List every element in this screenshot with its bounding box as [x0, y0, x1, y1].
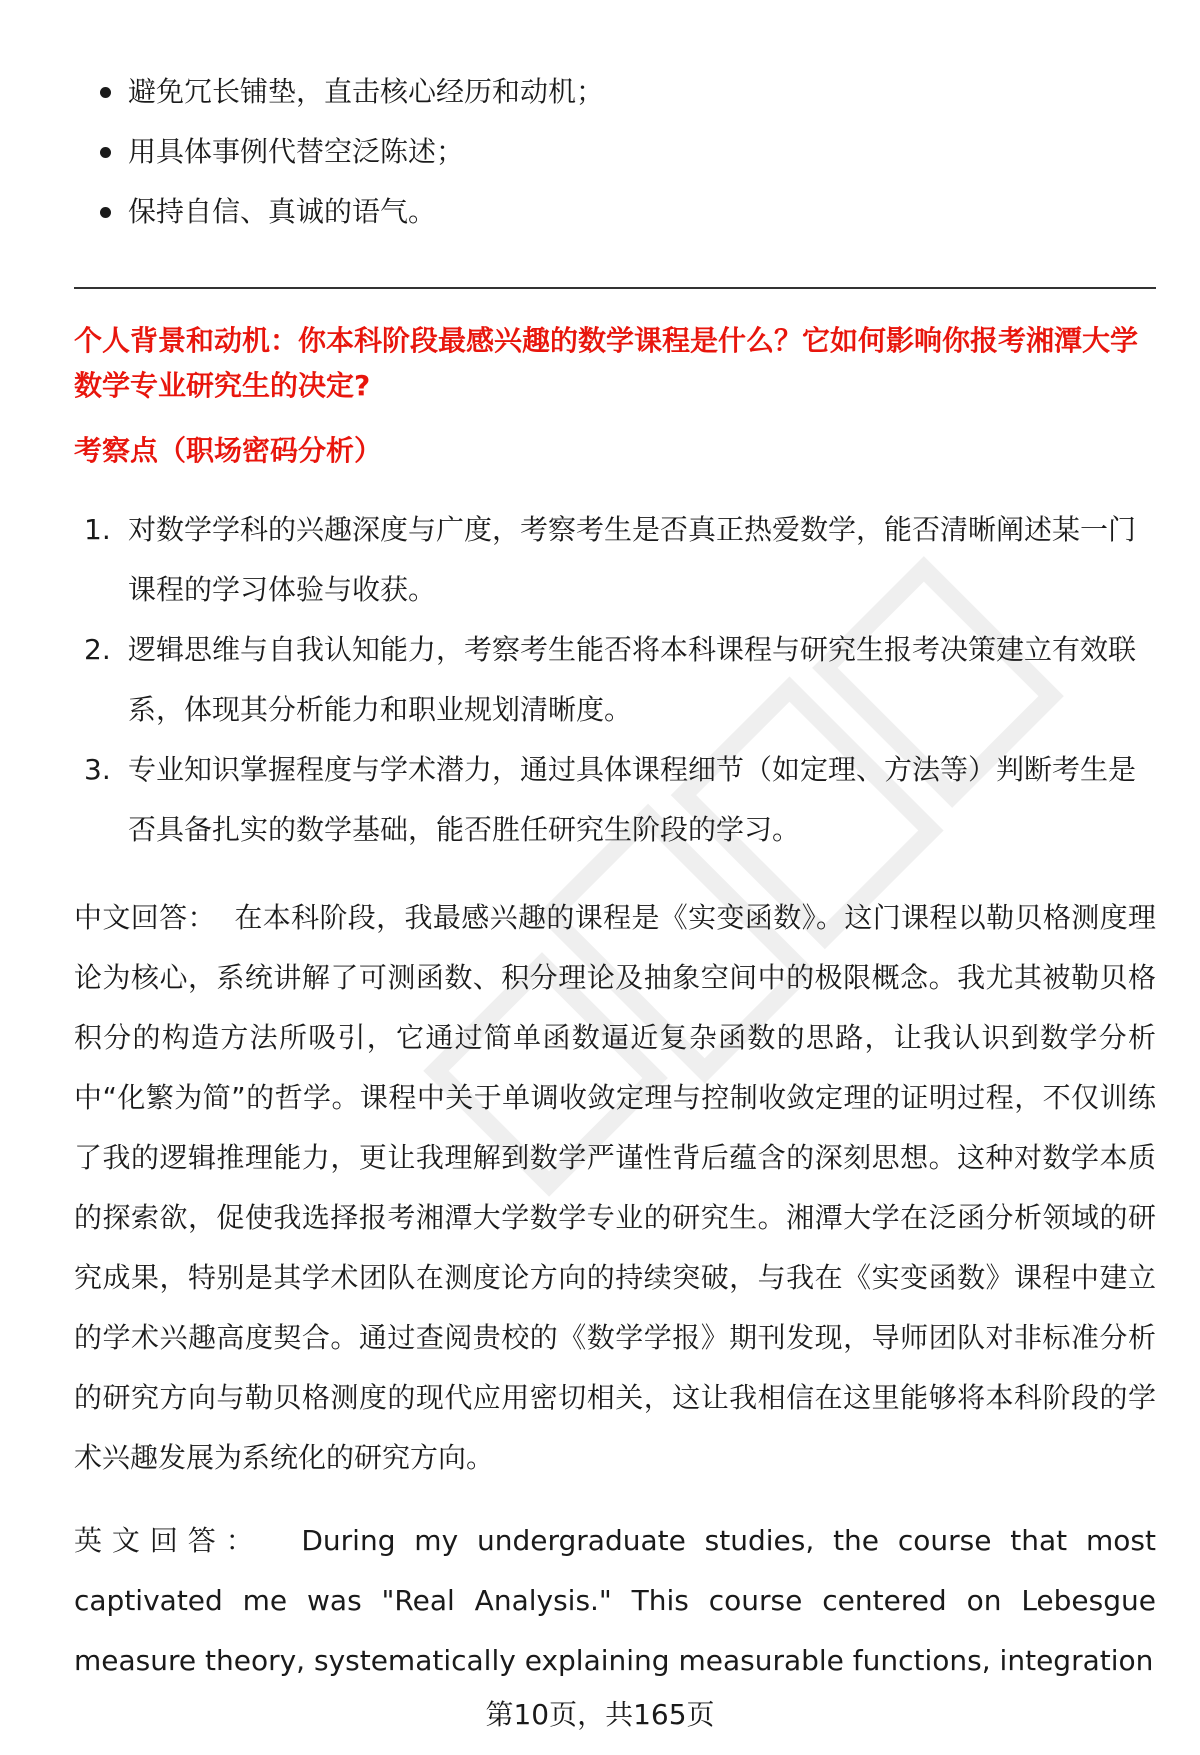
english-answer-text: During my undergraduate studies, the course that most captivated me was "Real Analysis." This course centered on Lebesgue measure theory, systematically explaining measurable functions, integration: [74, 1524, 1156, 1677]
bullet-icon: [100, 147, 111, 158]
tip-text: 用具体事例代替空泛陈述；: [128, 135, 465, 168]
question-heading: 个人背景和动机：你本科阶段最感兴趣的数学课程是什么？它如何影响你报考湘潭大学数学专业研究生的决定?: [74, 324, 1139, 402]
tip-text: 避免冗长铺垫，直击核心经历和动机；: [128, 75, 605, 108]
tips-list: [74, 62, 1134, 242]
list-item: [74, 500, 1156, 620]
list-item: [74, 62, 1134, 122]
english-answer: [74, 1511, 1156, 1691]
tip-text: 保持自信、真诚的语气。: [128, 195, 437, 228]
point-text: 逻辑思维与自我认知能力，考察考生能否将本科课程与研究生报考决策建立有效联系，体现其分析能力和职业规划清晰度。: [128, 633, 1137, 726]
point-text: 对数学学科的兴趣深度与广度，考察考生是否真正热爱数学，能否清晰阐述某一门课程的学习体验与收获。: [128, 513, 1137, 606]
chinese-answer: [74, 888, 1156, 1488]
page-footer: 第10页，共165页: [485, 1698, 715, 1731]
section-divider: [74, 287, 1156, 289]
list-item: [74, 740, 1156, 860]
chinese-answer-text: 在本科阶段，我最感兴趣的课程是《实变函数》。这门课程以勒贝格测度理论为核心，系统讲解了可测函数、积分理论及抽象空间中的极限概念。我尤其被勒贝格积分的构造方法所吸引，它通过简单函数逼近复杂函数的思路，让我认识到数学分析中“化繁为简”的哲学。课程中关于单调收敛定理与控制收敛定理的证明过程，不仅训练了我的逻辑推理能力，更让我理解到数学严谨性背后蕴含的深刻思想。这种对数学本质的探索欲，促使我选择报考湘潭大学数学专业的研究生。湘潭大学在泛函分析领域的研究成果，特别是其学术团队在测度论方向的持续突破，与我在《实变函数》课程中建立的学术兴趣高度契合。通过查阅贵校的《数学学报》期刊发现，导师团队对非标准分析的研究方向与勒贝格测度的现代应用密切相关，这让我相信在这里能够将本科阶段的学术兴趣发展为系统化的研究方向。: [74, 901, 1156, 1474]
point-text: 专业知识掌握程度与学术潜力，通过具体课程细节（如定理、方法等）判断考生是否具备扎实的数学基础，能否胜任研究生阶段的学习。: [128, 753, 1137, 846]
analysis-heading: 考察点（职场密码分析）: [74, 434, 383, 467]
list-item: [74, 620, 1156, 740]
list-number: 2.: [84, 633, 111, 666]
english-answer-label: 英文回答：: [74, 1524, 264, 1557]
chinese-answer-label: 中文回答：: [74, 901, 216, 934]
bullet-icon: [100, 87, 111, 98]
list-item: [74, 122, 1134, 182]
list-number: 3.: [84, 753, 111, 786]
bullet-icon: [100, 207, 111, 218]
list-item: [74, 182, 1134, 242]
analysis-points-list: [74, 500, 1156, 860]
list-number: 1.: [84, 513, 111, 546]
